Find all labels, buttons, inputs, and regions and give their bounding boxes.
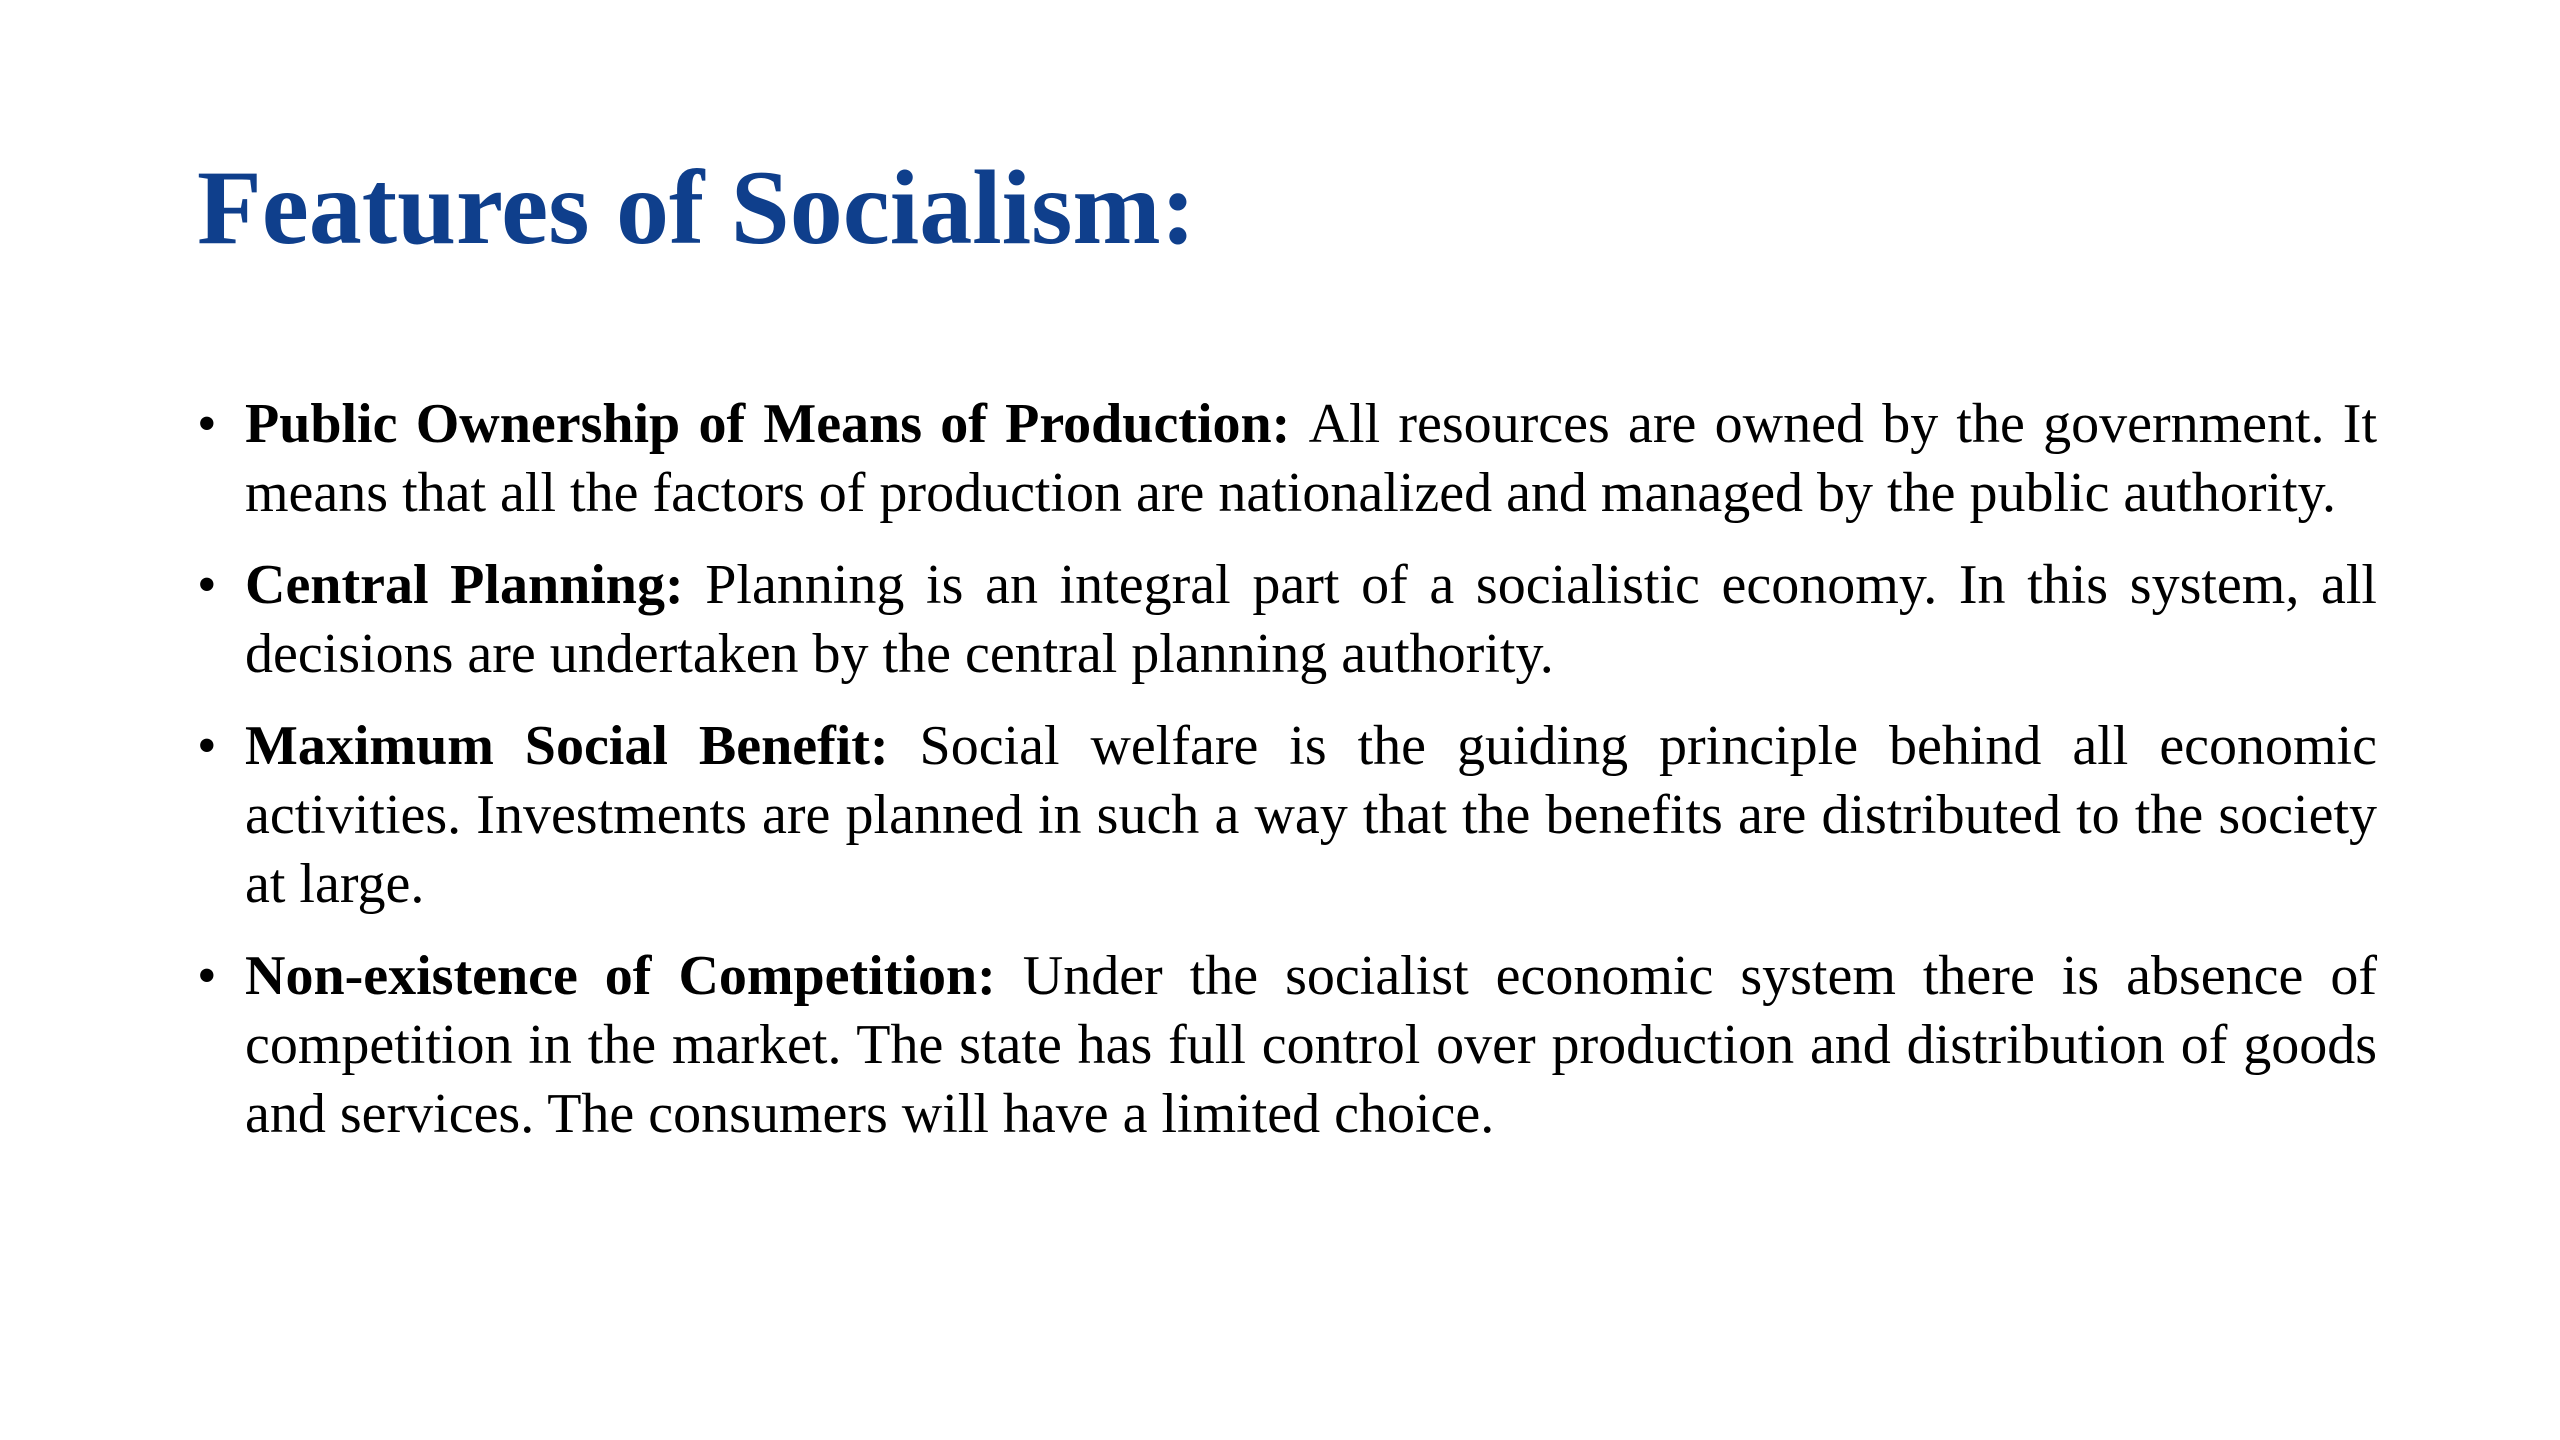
bullet-item-non-existence-of-competition	[197, 942, 2377, 1149]
bullet-text: Under the socialist economic system there is absence of competition in the market. The state has full control over production and distribution of goods and services. The consumers will have a limited choice.	[245, 945, 2378, 1145]
bullet-text: Social welfare is the guiding principle behind all economic activities. Investments are planned in such a way that the benefits are distributed to the society at large.	[245, 715, 2377, 915]
bullet-icon: •	[197, 393, 217, 455]
bullet-item-public-ownership	[197, 390, 2377, 528]
bullet-text: Planning is an integral part of a socialistic economy. In this system, all decisions are undertaken by the central planning authority.	[245, 554, 2377, 685]
bullet-item-maximum-social-benefit	[197, 712, 2377, 919]
bullet-term: Non-existence of Competition:	[245, 945, 1023, 1007]
bullet-item-central-planning	[197, 551, 2377, 689]
bullet-icon: •	[197, 554, 217, 616]
bullet-term: Maximum Social Benefit:	[245, 715, 920, 777]
bullet-list	[197, 390, 2377, 1172]
bullet-icon: •	[197, 715, 217, 777]
bullet-term: Central Planning:	[245, 554, 706, 616]
bullet-term: Public Ownership of Means of Production:	[245, 393, 1309, 455]
slide-title: Features of Socialism:	[197, 149, 1196, 266]
bullet-text: All resources are owned by the government. It means that all the factors of production are nationalized and managed by the public authority.	[245, 393, 2378, 524]
bullet-icon: •	[197, 945, 217, 1007]
